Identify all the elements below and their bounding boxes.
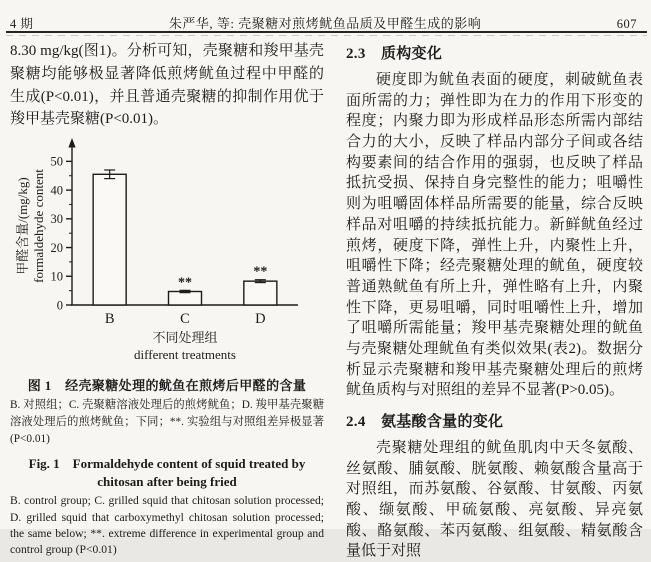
chart-y-tick-label: 30 xyxy=(50,212,63,227)
chart-y-tick-label: 0 xyxy=(56,298,63,313)
chart-y-tick-label: 20 xyxy=(50,241,63,256)
chart-bar-B xyxy=(93,174,126,305)
chart-significance-marker: ** xyxy=(178,275,192,291)
chart-x-title-en: different treatments xyxy=(134,347,236,363)
section-2-4-heading: 2.4 氨基酸含量的变化 xyxy=(346,414,504,430)
chart-y-tick-label: 40 xyxy=(50,183,63,198)
running-title: 朱严华, 等: 壳聚糖对煎烤鱿鱼品质及甲醛生成的影响 xyxy=(168,16,482,31)
chart-y-tick-label: 50 xyxy=(50,154,63,169)
figure-1-note-zh: B. 对照组；C. 壳聚糖溶液处理后的煎烤鱿鱼；D. 羧甲基壳聚糖溶液处理后的煎烤鱿鱼；下同；**. 实验组与对照组差异极显著 (P<0.01) xyxy=(10,399,324,446)
journal-issue: 4 期 xyxy=(10,17,34,31)
figure-1-caption-zh: 图 1 经壳聚糖处理的鱿鱼在煎烤后甲醛的含量 xyxy=(27,378,307,394)
figure-1-svg xyxy=(12,137,308,373)
chart-category-label: D xyxy=(255,311,266,328)
section-2-3-heading: 2.3 质构变化 xyxy=(346,46,443,62)
page-number: 607 xyxy=(616,17,637,31)
chart-category-label: C xyxy=(180,311,190,328)
chart-category-label: B xyxy=(104,311,115,328)
figure-1-caption xyxy=(10,375,324,559)
chart-bar-C xyxy=(169,292,202,306)
paragraph-formaldehyde-result: 8.30 mg/kg(图1)。分析可知，壳聚糖和羧甲基壳聚糖均能够极显著降低煎烤鱿鱼过程中甲醛的生成(P<0.01)，并且普通壳聚糖的抑制作用优于羧甲基壳聚糖(P<0.01)。 xyxy=(10,43,324,128)
header-rule xyxy=(6,31,647,33)
chart-bar-D xyxy=(244,281,277,305)
right-column xyxy=(346,40,643,560)
chart-y-title-en: formaldehyde content xyxy=(31,169,46,284)
figure-1-caption-en: Fig. 1 Formaldehyde content of squid treated by chitosan after being fried xyxy=(28,456,306,489)
section-2-4-body: 壳聚糖处理组的鱿鱼肌肉中天冬氨酸、丝氨酸、脯氨酸、胱氨酸、赖氨酸含量高于对照组，而苏氨酸、谷氨酸、甘氨酸、丙氨酸、缬氨酸、甲硫氨酸、亮氨酸、异亮氨酸、酪氨酸、苯丙氨酸、组氨酸、精氨酸含量低于对照 xyxy=(346,440,643,560)
figure-1 xyxy=(10,137,324,559)
left-column xyxy=(10,40,324,557)
chart-y-title-zh: 甲醛含量/(mg/kg) xyxy=(15,177,30,275)
section-2-3-body: 硬度即为鱿鱼表面的硬度，刺破鱿鱼表面所需的力；弹性即为在力的作用下形变的程度；内聚力即为形成样品形态所需内部结合力的大小，反映了样品内部分子间或各结构要素间的结合作用的强弱，也反映了样品抵抗受损、保持自身完整性的能力；咀嚼性则为咀嚼固体样品所需要的能量，综合反映样品对咀嚼的持续抵抗能力。新鲜鱿鱼经过煎烤，硬度下降，弹性上升，内聚性上升，咀嚼性下降；经壳聚糖处理的鱿鱼，硬度较普通熟鱿鱼有所上升，弹性略有上升，内聚性下降，更易咀嚼，同时咀嚼性上升，增加了咀嚼所需能量；羧甲基壳聚糖处理的鱿鱼与壳聚糖处理鱿鱼有类似效果(表2)。数据分析显示壳聚糖和羧甲基壳聚糖处理后的煎烤鱿鱼质构与对照组的差异不显著(P>0.05)。 xyxy=(346,72,643,399)
two-column-layout xyxy=(10,40,643,560)
chart-y-axis-arrow-icon xyxy=(68,138,75,148)
figure-1-note-en: B. control group; C. grilled squid that chitosan solution processed; D. grilled squid that carboxymethyl chitosan solution processed; the same below; **. extreme difference in experimental group and control group (P<0.01) xyxy=(10,494,324,557)
running-header xyxy=(10,13,637,32)
chart-x-title-zh: 不同处理组 xyxy=(152,330,218,346)
chart-y-tick-label: 10 xyxy=(50,269,63,284)
figure-1-bar-chart xyxy=(12,137,324,373)
chart-significance-marker: ** xyxy=(253,264,268,280)
